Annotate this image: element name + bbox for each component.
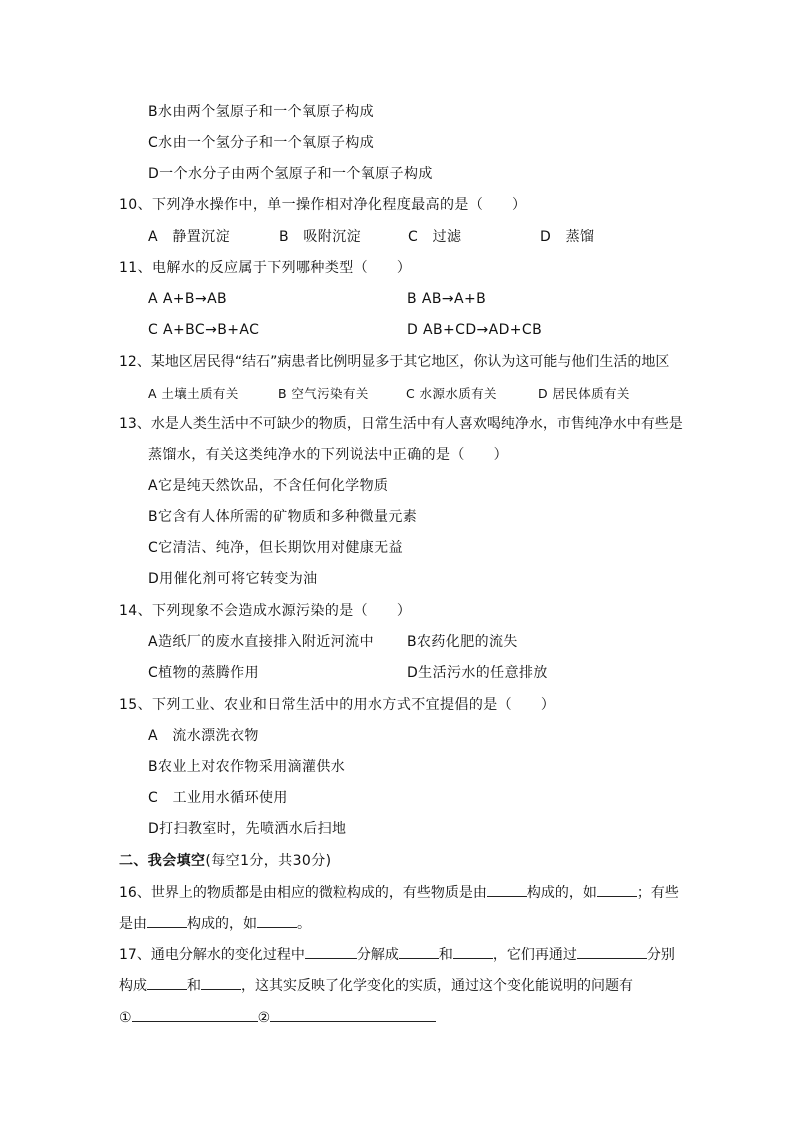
- q17-blank-2[interactable]: [399, 944, 439, 959]
- q16-blank-4[interactable]: [257, 913, 297, 928]
- q16-blank-3[interactable]: [147, 913, 187, 928]
- q15-option-b: B农业上对农作物采用滴灌供水: [148, 759, 346, 775]
- q11-stem: 11、电解水的反应属于下列哪种类型（ ）: [119, 260, 412, 276]
- q16-line2: [119, 913, 311, 934]
- q16-text-3: ；有些: [636, 885, 679, 901]
- q13-option-a: A它是纯天然饮品，不含任何化学物质: [148, 478, 389, 494]
- q17-text-4: ，它们再通过: [492, 947, 577, 963]
- q10-option-b: B 吸附沉淀: [279, 229, 362, 245]
- q17-text-3: 和: [438, 947, 453, 963]
- q17-text-8: ，这其实反映了化学变化的实质，通过这个变化能说明的问题有: [241, 978, 633, 994]
- q10-option-a: A 静置沉淀: [148, 229, 230, 245]
- q9-option-d: D一个水分子由两个氢原子和一个氧原子构成: [148, 166, 433, 182]
- q13-option-b: B它含有人体所需的矿物质和多种微量元素: [148, 509, 418, 525]
- section-heading: [119, 851, 331, 871]
- q17-text-1: 17、通电分解水的变化过程中: [119, 947, 305, 963]
- q16-text-1: 16、世界上的物质都是由相应的微粒构成的，有些物质是由: [119, 885, 487, 901]
- q17-marker-2: ②: [257, 1010, 271, 1026]
- q16-blank-1[interactable]: [487, 882, 527, 897]
- section-scoring-note: (每空1分，共30分): [205, 853, 332, 869]
- q16-text-2: 构成的，如: [526, 885, 597, 901]
- q17-text-7: 和: [187, 978, 201, 994]
- q10-option-d: D 蒸馏: [540, 229, 595, 245]
- q16-blank-2[interactable]: [597, 882, 637, 897]
- q15-option-d: D打扫教室时，先喷洒水后扫地: [148, 821, 347, 837]
- q11-option-c: C A+BC→B+AC: [148, 322, 260, 338]
- q9-option-c: C水由一个氢分子和一个氧原子构成: [148, 135, 375, 151]
- q13-stem-line1: 13、水是人类生活中不可缺少的物质，日常生活中有人喜欢喝纯净水，市售纯净水中有些是: [119, 416, 683, 432]
- q12-option-a: A 土壤土质有关: [148, 386, 239, 401]
- q17-line2: [119, 975, 633, 996]
- q17-text-6: 构成: [119, 978, 147, 994]
- q16-text-4: 是由: [119, 916, 147, 932]
- q13-stem-line2: 蒸馏水，有关这类纯净水的下列说法中正确的是（ ）: [148, 447, 508, 463]
- q12-option-d: D 居民体质有关: [538, 386, 630, 401]
- q14-option-b: B农药化肥的流失: [407, 634, 518, 650]
- q17-line1: [119, 944, 675, 965]
- q9-option-b: B水由两个氢原子和一个氧原子构成: [148, 104, 375, 120]
- q11-option-a: A A+B→AB: [148, 291, 228, 307]
- q17-blank-1[interactable]: [305, 944, 357, 959]
- q11-option-d: D AB+CD→AD+CB: [407, 322, 543, 338]
- q13-option-c: C它清洁、纯净，但长期饮用对健康无益: [148, 540, 403, 556]
- q15-option-a: A 流水漂洗衣物: [148, 728, 259, 744]
- q12-option-b: B 空气污染有关: [278, 386, 369, 401]
- q17-blank-6[interactable]: [201, 975, 241, 990]
- section-title: 二、我会填空: [119, 853, 206, 869]
- q12-stem: 12、某地区居民得“结石”病患者比例明显多于其它地区，你认为这可能与他们生活的地区: [119, 354, 670, 370]
- q17-blank-5[interactable]: [147, 975, 187, 990]
- q17-blank-7[interactable]: [132, 1007, 258, 1022]
- q17-line3: [119, 1007, 436, 1028]
- q14-option-d: D生活污水的任意排放: [407, 665, 548, 681]
- q15-option-c: C 工业用水循环使用: [148, 790, 288, 806]
- q17-text-5: 分别: [646, 947, 675, 963]
- q16-line1: [119, 882, 679, 903]
- q11-option-b: B AB→A+B: [407, 291, 487, 307]
- q14-option-a: A造纸厂的废水直接排入附近河流中: [148, 634, 374, 650]
- q17-marker-1: ①: [119, 1010, 132, 1026]
- q16-text-6: 。: [297, 916, 311, 932]
- q16-text-5: 构成的，如: [187, 916, 257, 932]
- q17-blank-4[interactable]: [577, 944, 647, 959]
- q17-blank-8[interactable]: [270, 1007, 436, 1022]
- q14-option-c: C植物的蒸腾作用: [148, 665, 259, 681]
- q12-option-c: C 水源水质有关: [406, 386, 497, 401]
- q17-blank-3[interactable]: [453, 944, 493, 959]
- q10-stem: 10、下列净水操作中，单一操作相对净化程度最高的是（ ）: [119, 197, 527, 213]
- q14-stem: 14、下列现象不会造成水源污染的是（ ）: [119, 603, 412, 619]
- q17-text-2: 分解成: [356, 947, 399, 963]
- q15-stem: 15、下列工业、农业和日常生活中的用水方式不宜提倡的是（ ）: [119, 697, 556, 713]
- q10-option-c: C 过滤: [408, 229, 462, 245]
- q13-option-d: D用催化剂可将它转变为油: [148, 571, 318, 587]
